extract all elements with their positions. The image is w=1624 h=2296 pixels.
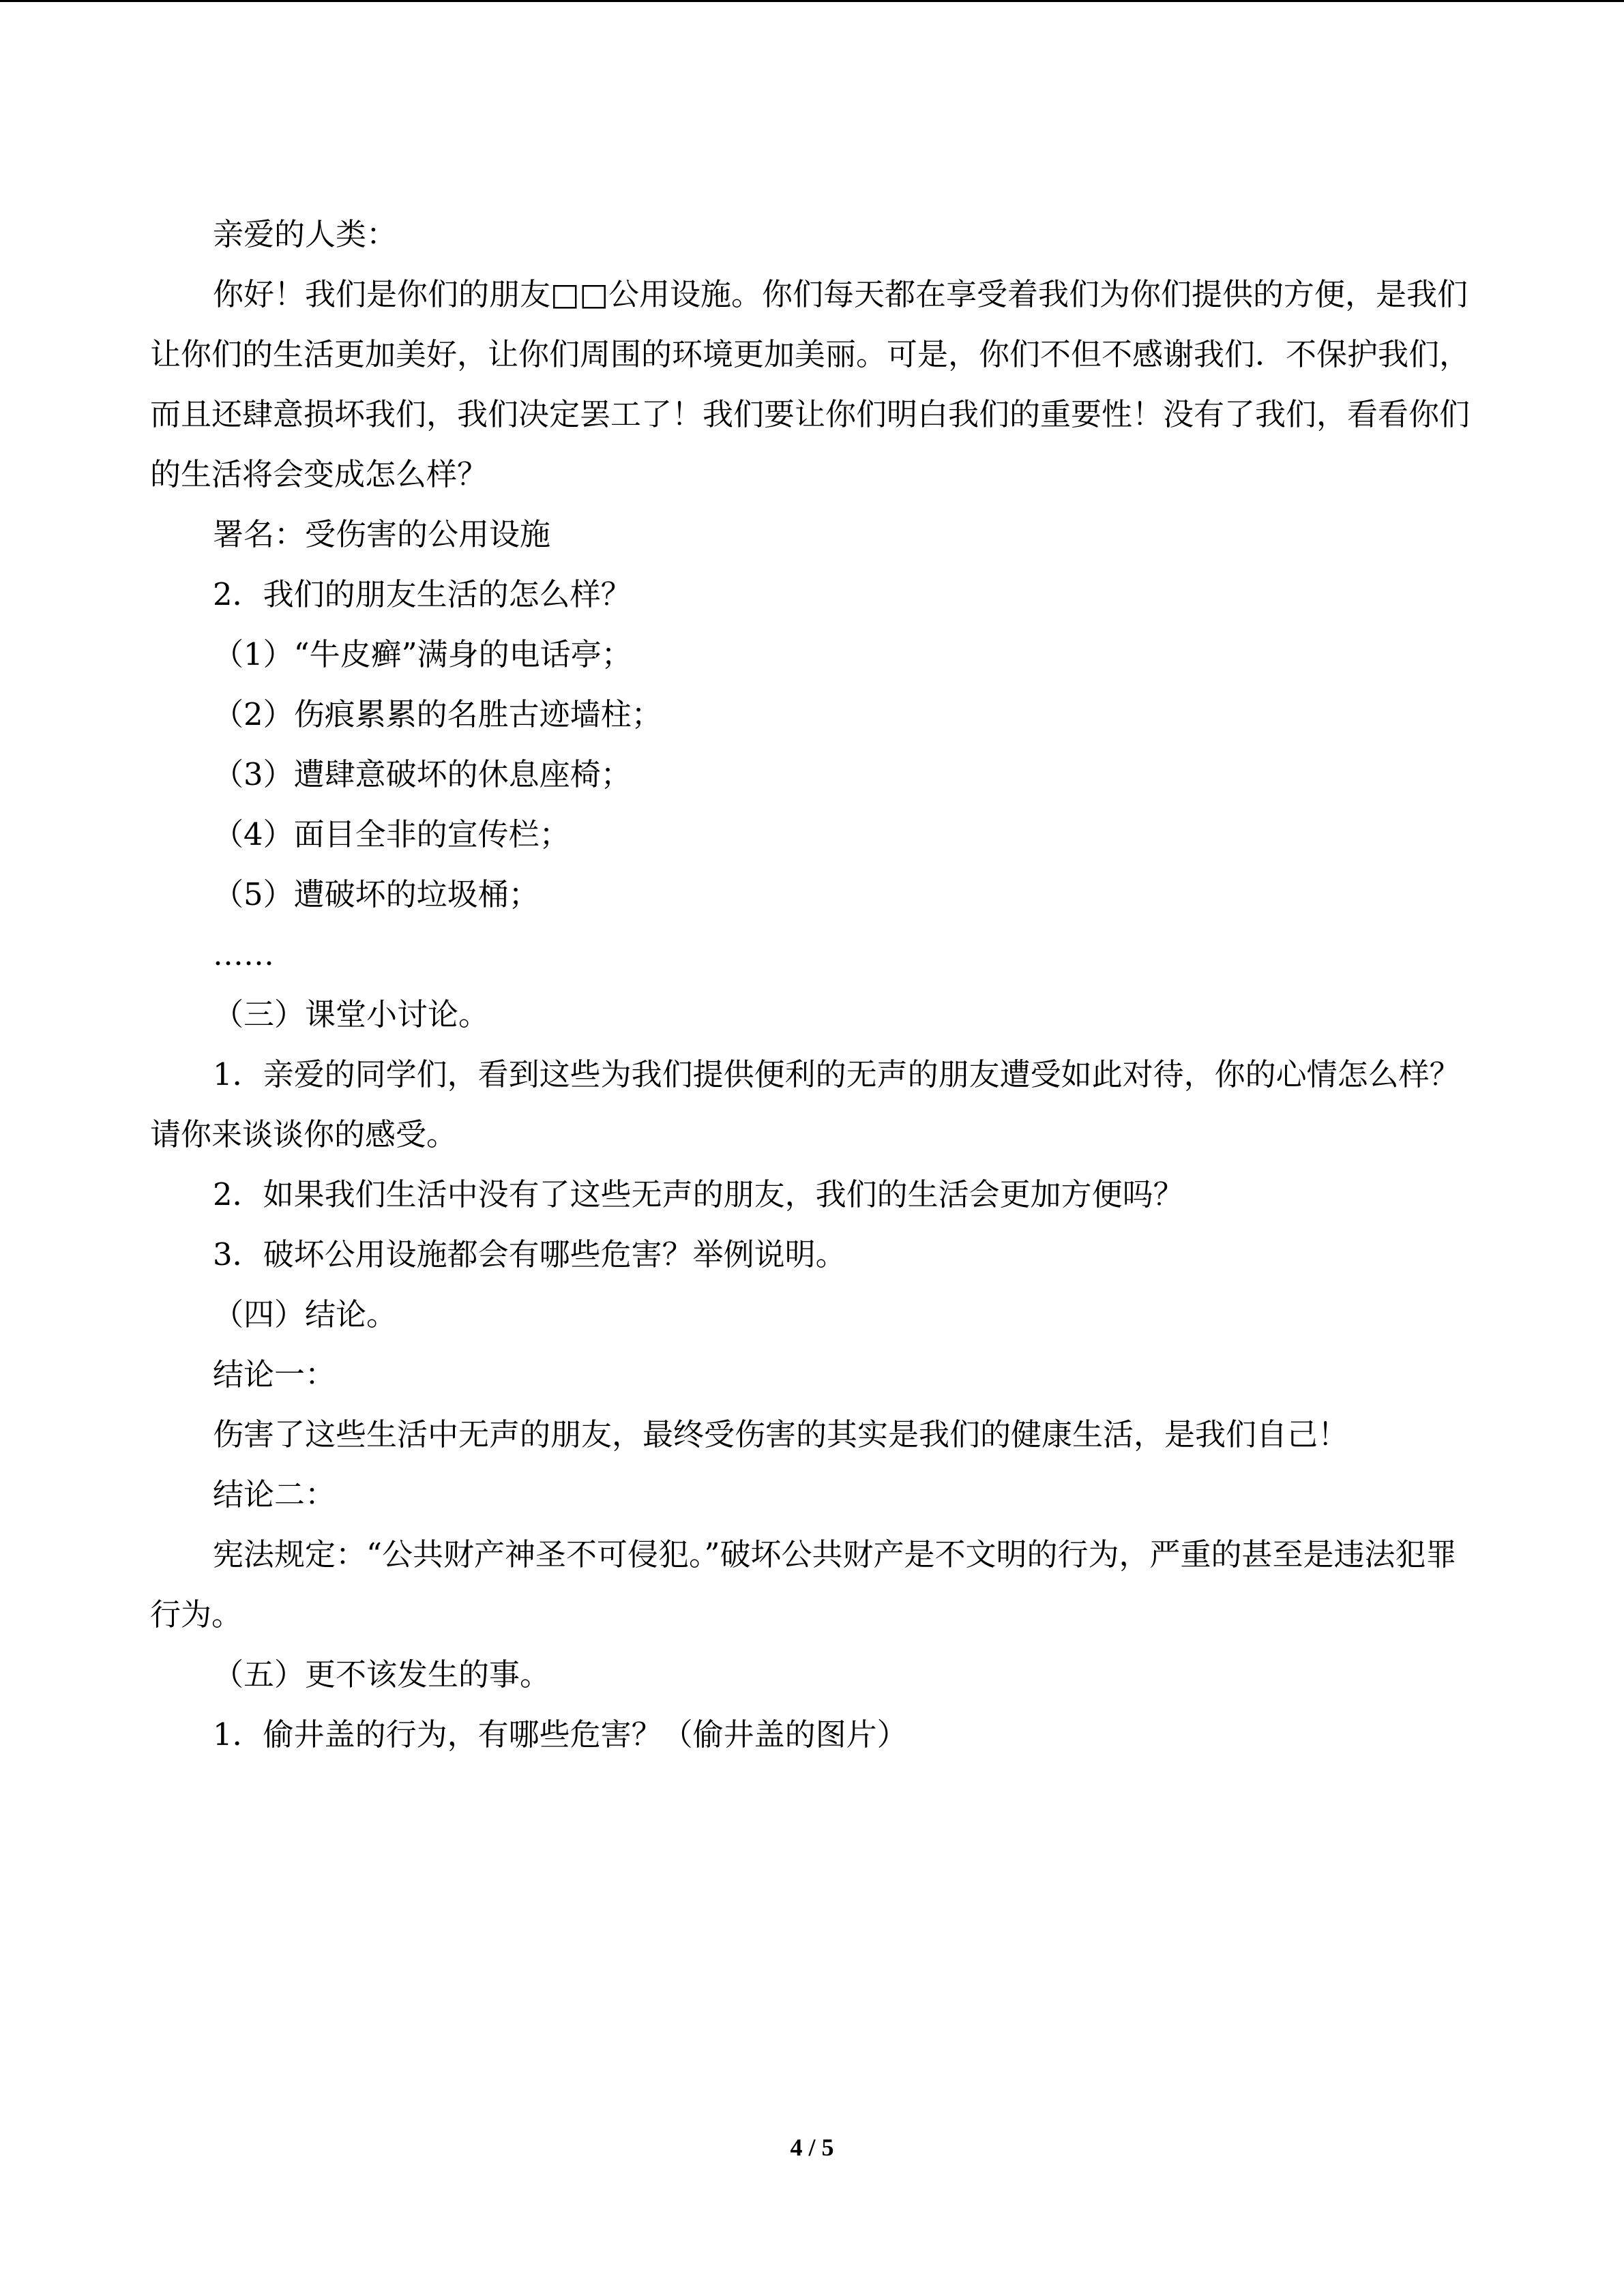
discussion-question-2: 2．如果我们生活中没有了这些无声的朋友，我们的生活会更加方便吗？ [213,1176,1184,1212]
discussion-question-3: 3．破坏公用设施都会有哪些危害？举例说明。 [213,1236,846,1272]
discussion-heading: （三）课堂小讨论。 [213,996,490,1032]
section5-question-1: 1．偷井盖的行为，有哪些危害？（偷井盖的图片） [213,1716,908,1753]
letter-signature: 署名：受伤害的公用设施 [213,516,551,552]
conclusion-2-title: 结论二： [213,1476,336,1512]
section2-question: 2．我们的朋友生活的怎么样？ [213,576,632,612]
list-item: （2）伤痕累累的名胜古迹墙柱； [213,696,662,732]
page-number: 4 / 5 [790,2134,834,2161]
top-border-line [0,0,1624,2]
list-item: （1）“牛皮癣”满身的电话亭； [213,636,632,672]
section5-heading: （五）更不该发生的事。 [213,1656,551,1693]
letter-body: 你好！我们是你们的朋友□□公用设施。你们每天都在享受着我们为你们提供的方便，是我们让你们的生活更加美好，让你们周围的环境更加美丽。可是，你们不但不感谢我们．不保护我们，而且还肆意损坏我们，我们决定罢工了！我们要让你们明白我们的重要性！没有了我们，看看你们的生活将会变成怎么样？ [150,276,1471,492]
conclusion-2-text: 宪法规定：“公共财产神圣不可侵犯。”破坏公共财产是不文明的行为，严重的甚至是违法犯罪行为。 [150,1536,1457,1632]
list-item: （4）面目全非的宣传栏； [213,816,570,852]
discussion-question-1: 1．亲爱的同学们，看到这些为我们提供便利的无声的朋友遭受如此对待，你的心情怎么样？请你来谈谈你的感受。 [150,1056,1460,1152]
document-body [150,205,1473,1765]
conclusion-1-title: 结论一： [213,1356,336,1392]
list-item: （5）遭破坏的垃圾桶； [213,876,540,912]
list-item: （3）遭肆意破坏的休息座椅； [213,756,632,792]
conclusion-1-text: 伤害了这些生活中无声的朋友，最终受伤害的其实是我们的健康生活，是我们自己！ [213,1416,1349,1452]
letter-salutation: 亲爱的人类： [213,216,398,252]
conclusion-heading: （四）结论。 [213,1296,398,1332]
ellipsis: …… [213,936,274,972]
